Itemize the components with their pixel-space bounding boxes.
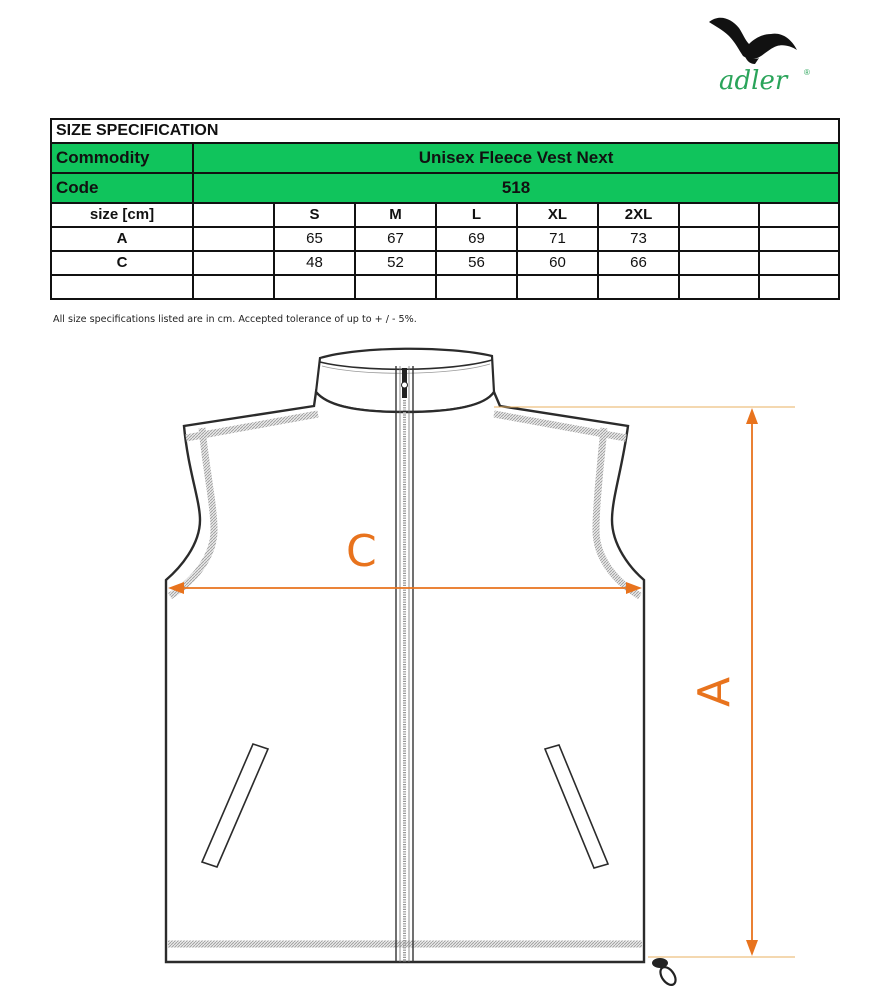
commodity-row [51, 143, 839, 173]
table-cell [679, 227, 759, 251]
size-header-cell [193, 203, 274, 227]
commodity-label: Commodity [51, 143, 193, 173]
table-cell [274, 275, 355, 299]
table-cell: 60 [517, 251, 598, 275]
tolerance-note: All size specifications listed are in cm. Accepted tolerance of up to + / - 5%. [53, 314, 417, 325]
table-cell [759, 227, 839, 251]
dimension-c-label: C [346, 526, 377, 577]
table-cell [193, 275, 274, 299]
size-header-cell: S [274, 203, 355, 227]
row-label: C [51, 251, 193, 275]
table-cell: 67 [355, 227, 436, 251]
table-cell: 71 [517, 227, 598, 251]
table-cell [679, 275, 759, 299]
size-header-row [51, 203, 839, 227]
size-header-cell [759, 203, 839, 227]
table-cell: 56 [436, 251, 517, 275]
brand-name: adler [719, 66, 788, 96]
brand-logo [705, 10, 815, 100]
size-header-cell: M [355, 203, 436, 227]
code-value: 518 [193, 173, 839, 203]
table-title: SIZE SPECIFICATION [51, 119, 839, 143]
size-header-label: size [cm] [51, 203, 193, 227]
code-label: Code [51, 173, 193, 203]
table-cell [193, 227, 274, 251]
drawcord-toggle-icon [652, 958, 679, 988]
table-cell [436, 275, 517, 299]
table-cell [193, 251, 274, 275]
table-row [51, 227, 839, 251]
row-label: A [51, 227, 193, 251]
table-cell: 48 [274, 251, 355, 275]
table-cell [759, 251, 839, 275]
row-label [51, 275, 193, 299]
table-cell: 73 [598, 227, 679, 251]
table-cell [517, 275, 598, 299]
size-specification-table [50, 118, 840, 300]
size-header-cell: L [436, 203, 517, 227]
table-cell [759, 275, 839, 299]
table-row [51, 251, 839, 275]
table-cell: 66 [598, 251, 679, 275]
commodity-value: Unisex Fleece Vest Next [193, 143, 839, 173]
size-header-cell: 2XL [598, 203, 679, 227]
registered-mark: ® [804, 68, 810, 77]
table-cell: 69 [436, 227, 517, 251]
code-row [51, 173, 839, 203]
table-cell [355, 275, 436, 299]
table-cell: 65 [274, 227, 355, 251]
table-title-row [51, 119, 839, 143]
table-row [51, 275, 839, 299]
table-cell [679, 251, 759, 275]
table-cell: 52 [355, 251, 436, 275]
table-cell [598, 275, 679, 299]
dimension-a-label: A [689, 676, 741, 708]
vest-diagram [0, 330, 886, 1000]
size-header-cell [679, 203, 759, 227]
eagle-icon [705, 10, 815, 70]
size-header-cell: XL [517, 203, 598, 227]
